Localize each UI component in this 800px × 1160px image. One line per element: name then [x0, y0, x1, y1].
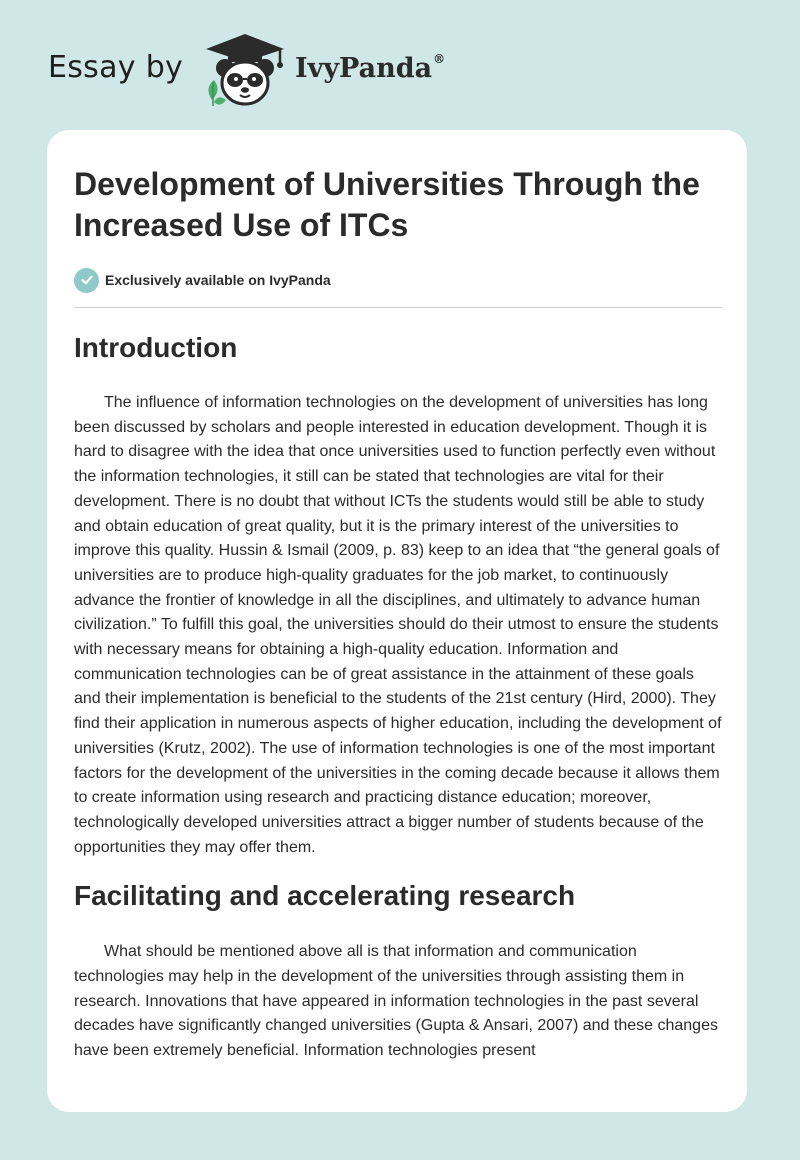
section-heading-research: Facilitating and accelerating research	[74, 880, 576, 912]
panda-graduation-cap-icon[interactable]	[200, 30, 290, 110]
section-heading-introduction: Introduction	[74, 332, 238, 363]
brand-name-text: IvyPanda	[295, 53, 433, 84]
essay-content	[74, 164, 724, 1064]
section-paragraph-introduction: The influence of information technologies on the development of universities has long been discussed by scholars and people interested in education development. Though it is hard to disagree with the idea that once universities used to function perfectly even without the information technologies, it still can be stated that technologies are vital for their development. There is no doubt that without ICTs the students would still be able to study and obtain education of great quality, but it is the primary interest of the universities to improve this quality. Hussin & Ismail (2009, p. 83) keep to an idea that “the general goals of universities are to produce high-quality graduates for the job market, to continuously advance the frontier of knowledge in all the disciplines, and ultimately to advance human civilization.” To fulfill this goal, the universities should do their utmost to ensure the students with necessary means for obtaining a high-quality education. Information and communication technologies can be of great assistance in the attainment of these goals and their implementation is beneficial to the students of the 21st century (Hird, 2000). They find their application in numerous aspects of higher education, including the development of universities (Krutz, 2002). The use of information technologies is one of the most important factors for the development of the universities in the coming decade because it allows them to create information using research and practicing distance education; moreover, technologically developed universities attract a bigger number of students because of the opportunities they may offer them.	[74, 394, 722, 856]
site-header	[0, 0, 800, 130]
section-paragraph-research: What should be mentioned above all is that information and communication technologies may help in the development of the universities through assisting them in research. Innovations that have appeared in information technologies in the past several decades have significantly changed universities (Gupta & Ansari, 2007) and these changes have been extremely beneficial. Information technologies present	[74, 943, 718, 1060]
essay-card	[47, 130, 747, 1112]
exclusive-badge	[74, 267, 724, 293]
essay-title: Development of Universities Through the Increased Use of ITCs	[74, 166, 700, 243]
registered-mark: ®	[433, 52, 446, 66]
title-divider	[74, 307, 722, 308]
brand-name[interactable]	[295, 53, 445, 84]
exclusive-badge-text: Exclusively available on IvyPanda	[105, 272, 331, 288]
essay-by-label: Essay by	[48, 50, 184, 85]
check-circle-icon	[74, 268, 99, 293]
